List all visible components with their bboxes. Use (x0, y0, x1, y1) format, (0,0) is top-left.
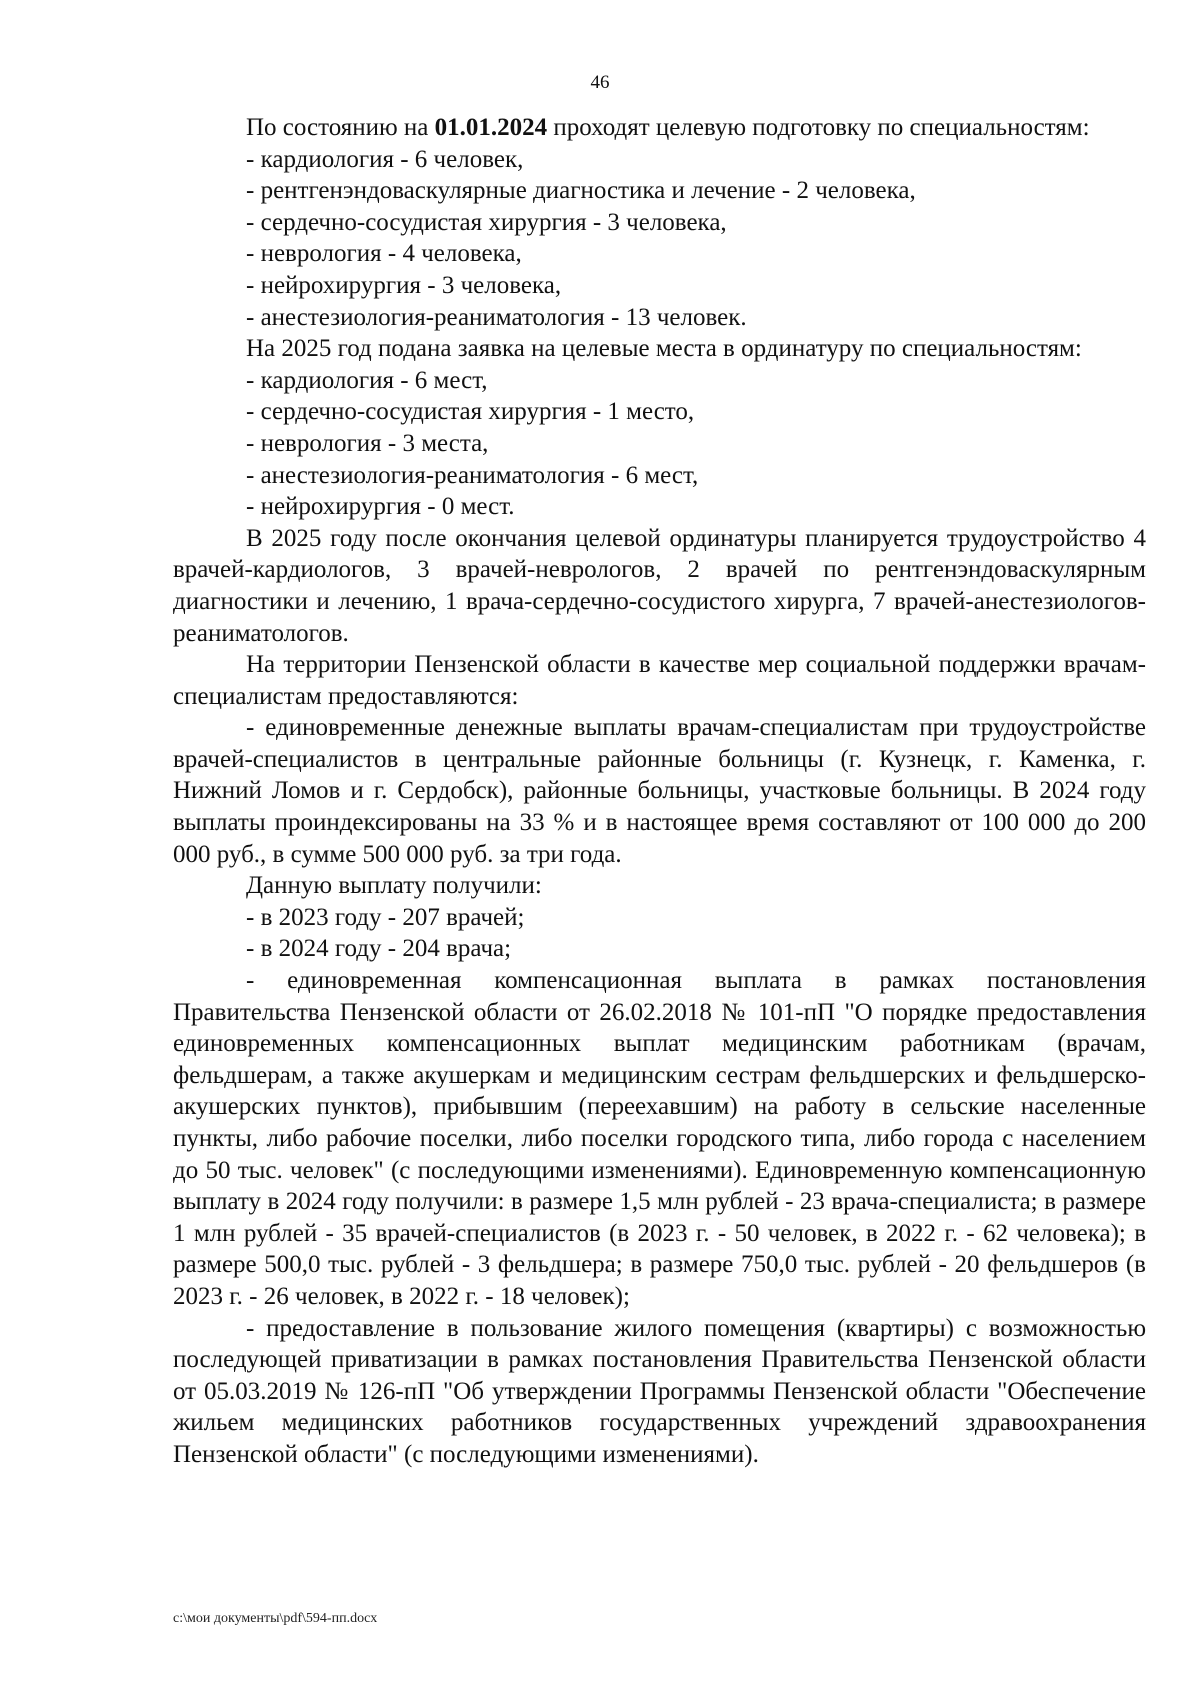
list-item: - рентгенэндоваскулярные диагностика и лечение - 2 человека, (246, 177, 916, 205)
list-item: - сердечно-сосудистая хирургия - 1 место, (246, 398, 695, 426)
intro-text-end: проходят целевую подготовку по специальностям: (547, 114, 1090, 141)
list-item: - анестезиология-реаниматология - 13 человек. (246, 303, 747, 331)
list-item: - сердечно-сосудистая хирургия - 3 человека, (246, 208, 727, 236)
compensation-paragraph: - единовременная компенсационная выплата в рамках постановления Правительства Пензенской области от 26.02.2018 № 101-пП "О порядке предоставления единовременных компенсационных выплат медицинским работникам (врачам, фельдшерам, а также акушеркам и медицинским сестрам фельдшерских и фельдшерско-акушерских пунктов), прибывшим (переехавшим) на работу в сельские населенные пункты, либо рабочие поселки, либо поселки городского типа, либо города с населением до 50 тыс. человек" (с последующими изменениями). Единовременную компенсационную выплату в 2024 году получили: в размере 1,5 млн рублей - 23 врача-специалиста; в размере 1 млн рублей - 35 врачей-специалистов (в 2023 г. - 50 человек, в 2022 г. - 62 человека); в размере 500,0 тыс. рублей - 3 фельдшера; в размере 750,0 тыс. рублей - 20 фельдшеров (в 2023 г. - 26 человек, в 2022 г. - 18 человек); (173, 967, 1146, 1310)
intro-date: 01.01.2024 (434, 114, 548, 141)
employment-paragraph: В 2025 году после окончания целевой ординатуры планируется трудоустройство 4 врачей-кардиологов, 3 врачей-неврологов, 2 врачей по рентгенэндоваскулярным диагностики и лечению, 1 врача-сердечно-сосудистого хирурга, 7 врачей-анестезиологов-реаниматологов. (173, 524, 1146, 647)
intro-paragraph (173, 112, 1146, 144)
list-item: - кардиология - 6 человек, (246, 145, 524, 173)
list-item: - нейрохирургия - 0 мест. (246, 493, 515, 521)
intro-text: По состоянию на (246, 114, 435, 141)
list-item: - нейрохирургия - 3 человека, (246, 271, 562, 299)
received-intro-paragraph: Данную выплату получили: (246, 872, 542, 900)
application-paragraph: На 2025 год подана заявка на целевые места в ординатуру по специальностям: (246, 335, 1082, 363)
support-intro-paragraph: На территории Пензенской области в качестве мер социальной поддержки врачам-специалистам предоставляются: (173, 651, 1146, 710)
one-time-payments-paragraph: - единовременные денежные выплаты врачам-специалистам при трудоустройстве врачей-специалистов в центральные районные больницы (г. Кузнецк, г. Каменка, г. Нижний Ломов и г. Сердобск), районные больницы, участковые больницы. В 2024 году выплаты проиндексированы на 33 % и в настоящее время составляют от 100 000 до 200 000 руб., в сумме 500 000 руб. за три года. (173, 714, 1146, 868)
list-item: - неврология - 3 места, (246, 429, 489, 457)
list-item: - неврология - 4 человека, (246, 240, 522, 268)
list-item: - в 2023 году - 207 врачей; (246, 903, 525, 931)
document-body (173, 112, 1146, 1471)
list-item: - кардиология - 6 мест, (246, 366, 488, 394)
list-item: - анестезиология-реаниматология - 6 мест, (246, 461, 699, 489)
list-item: - в 2024 году - 204 врача; (246, 935, 512, 963)
footer-file-path: c:\мои документы\pdf\594-пп.docx (173, 1611, 378, 1626)
page-number: 46 (590, 72, 610, 93)
housing-paragraph: - предоставление в пользование жилого помещения (квартиры) с возможностью последующей приватизации в рамках постановления Правительства Пензенской области от 05.03.2019 № 126-пП "Об утверждении Программы Пензенской области "Обеспечение жильем медицинских работников государственных учреждений здравоохранения Пензенской области" (с последующими изменениями). (173, 1314, 1146, 1468)
